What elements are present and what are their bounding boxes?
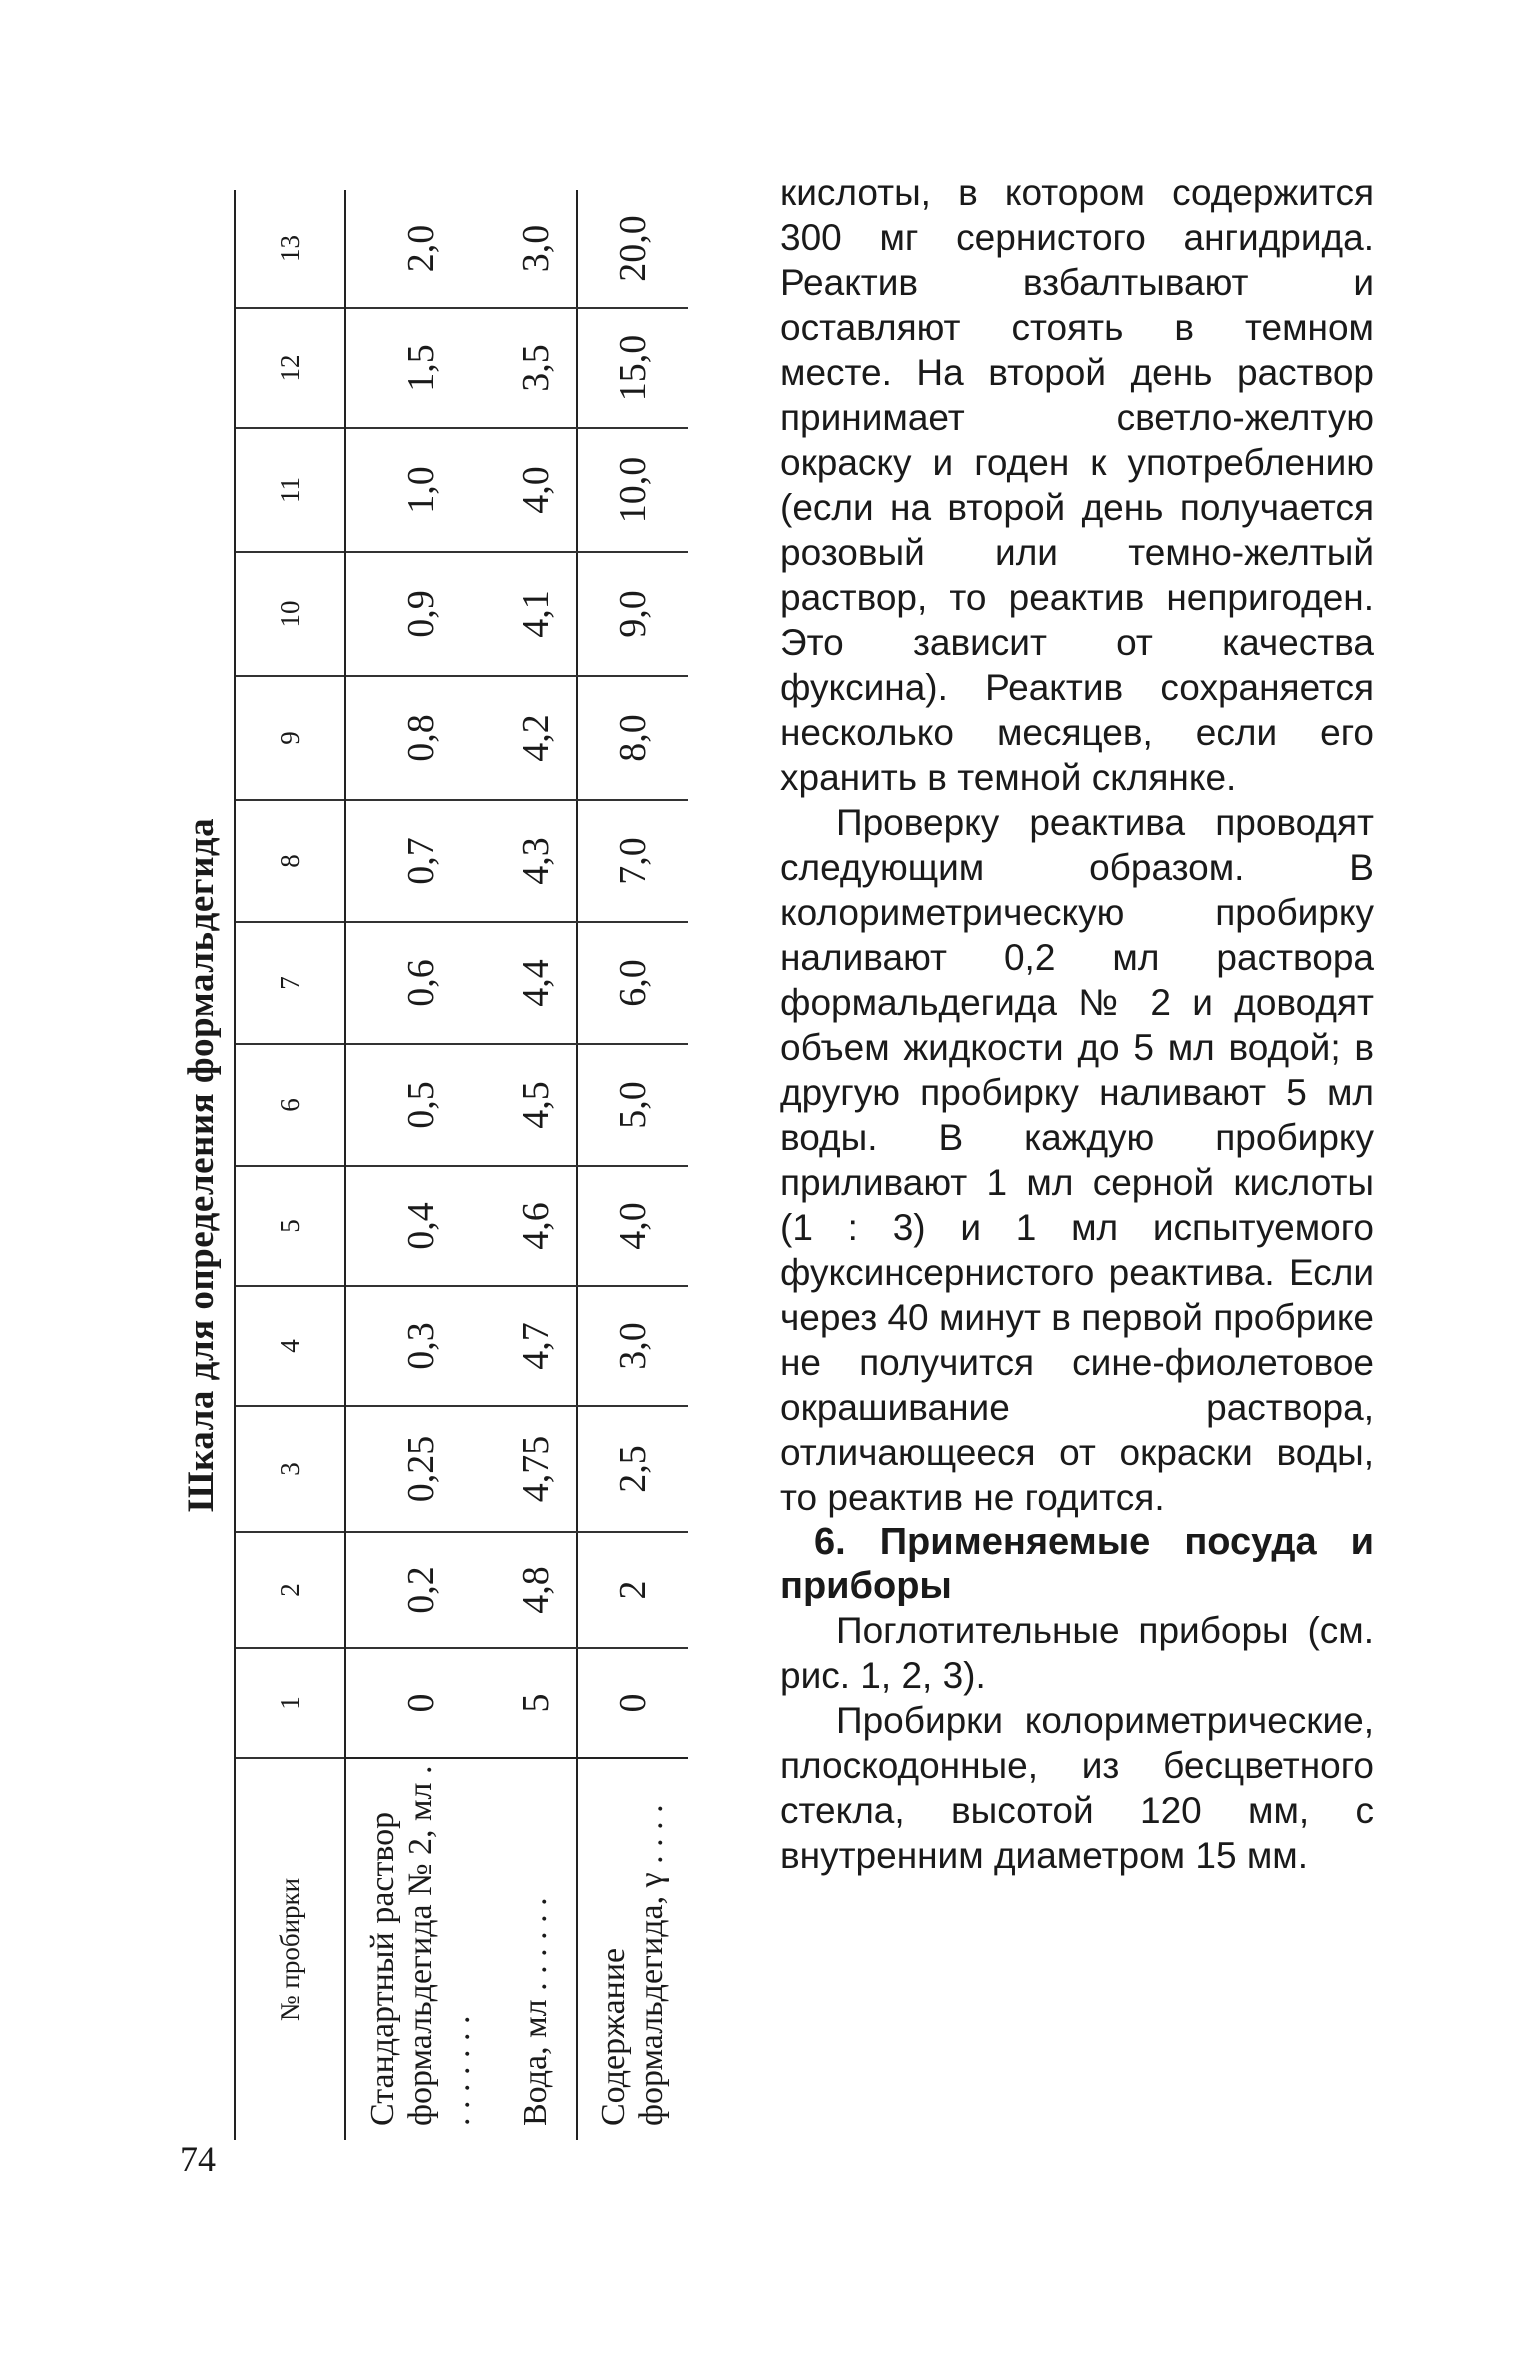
table-cell: 3,5 (496, 308, 577, 428)
table-cell: 2,0 (345, 190, 496, 308)
table-cell: 4,2 (496, 676, 577, 800)
table-cell: 8,0 (577, 676, 688, 800)
table-cell: 4,4 (496, 922, 577, 1044)
table-title: Шкала для определения формальдегида (181, 817, 222, 1513)
section-heading: 6. Применяемые посуда и приборы (780, 1521, 1374, 1607)
table-cell: 4,3 (496, 800, 577, 922)
table-cell: 20,0 (577, 190, 688, 308)
paragraph-absorbers: Поглотительные приборы (см. рис. 1, 2, 3). (780, 1610, 1374, 1696)
page-number: 74 (180, 2139, 216, 2179)
table-row-standard-solution (345, 190, 496, 2140)
table-cell: 3,0 (577, 1286, 688, 1406)
table-cell: 1,0 (345, 428, 496, 552)
table-cell: 6,0 (577, 922, 688, 1044)
column-header: 6 (235, 1044, 345, 1166)
table-header-row (235, 190, 345, 2140)
paragraph-reagent-preparation: кислоты, в котором содержится 300 мг сернистого ангидрида. Реактив взбалтывают и оставляют стоять в темном месте. На второй день раствор принимает светло-желтую окраску и годен к употреблению (если на второй день получается розовый или темно-желтый раствор, то реактив непригоден. Это зависит от качества фуксина). Реактив сохраняется несколько месяцев, если его хранить в темной склянке. (780, 172, 1374, 798)
column-header: 1 (235, 1648, 345, 1758)
table-cell: 0,9 (345, 552, 496, 676)
column-header: 8 (235, 800, 345, 922)
table-cell: 10,0 (577, 428, 688, 552)
paragraph-reagent-check: Проверку реактива проводят следующим образом. В колориметрическую пробирку наливают 0,2 мл раствора формальдегида № 2 и доводят объем жидкости до 5 мл водой; в другую пробирку наливают 5 мл воды. В каждую пробирку приливают 1 мл серной кислоты (1 : 3) и 1 мл испытуемого фуксинсернистого реактива. Если через 40 минут в первой пробрике не получится сине-фиолетовое окрашивание раствора, отличающееся от окраски воды, то реактив не годится. (780, 802, 1374, 1518)
header-tube-number: № пробирки (235, 1758, 345, 2140)
table-cell: 4,0 (496, 428, 577, 552)
table-cell: 0,2 (345, 1532, 496, 1648)
table-cell: 4,8 (496, 1532, 577, 1648)
column-header: 9 (235, 676, 345, 800)
table-cell: 0,8 (345, 676, 496, 800)
row-label: Вода, мл . . . . . . (496, 1758, 577, 2140)
table-cell: 0,4 (345, 1166, 496, 1286)
table-cell: 5,0 (577, 1044, 688, 1166)
row-label: Содержание формальдегида, γ . . . . (577, 1758, 688, 2140)
table-cell: 0 (577, 1648, 688, 1758)
table-cell: 4,7 (496, 1286, 577, 1406)
table-row-water (496, 190, 577, 2140)
table-cell: 0 (400, 1693, 442, 1713)
column-header: 11 (235, 428, 345, 552)
column-header: 4 (235, 1286, 345, 1406)
table-cell: 4,6 (496, 1166, 577, 1286)
column-header: 12 (235, 308, 345, 428)
body-text-column (780, 170, 1374, 1878)
paragraph-test-tubes: Пробирки колориметрические, плоскодонные, из бесцветного стекла, высотой 120 мм, с внутренним диаметром 15 мм. (780, 1700, 1374, 1876)
table-cell: 0,3 (345, 1286, 496, 1406)
table-cell: 1,5 (345, 308, 496, 428)
column-header: 13 (235, 190, 345, 308)
row-label: Стандартный раствор формальдегида № 2, мл . . . . . . . . (345, 1758, 496, 2140)
table-row-formaldehyde-content (577, 190, 688, 2140)
table-cell: 4,0 (577, 1166, 688, 1286)
table-cell: 0,7 (345, 800, 496, 922)
column-header: 2 (235, 1532, 345, 1648)
table-cell: 4,1 (496, 552, 577, 676)
table-cell: 4,75 (496, 1406, 577, 1532)
table-cell: 3,0 (496, 190, 577, 308)
table-cell: 7,0 (577, 800, 688, 922)
column-header: 10 (235, 552, 345, 676)
formaldehyde-scale-table (234, 190, 688, 2140)
table-cell: 5 (515, 1693, 557, 1713)
table-cell: 15,0 (577, 308, 688, 428)
table-cell: 9,0 (577, 552, 688, 676)
table-cell: 0,5 (345, 1044, 496, 1166)
column-header: 7 (235, 922, 345, 1044)
table-cell: 4,5 (496, 1044, 577, 1166)
table-cell: 0,25 (345, 1406, 496, 1532)
column-header: 5 (235, 1166, 345, 1286)
formaldehyde-scale-table-block (172, 190, 732, 2140)
table-cell: 2,5 (577, 1406, 688, 1532)
column-header: 3 (235, 1406, 345, 1532)
table-cell: 0,6 (345, 922, 496, 1044)
table-cell: 2 (577, 1532, 688, 1648)
